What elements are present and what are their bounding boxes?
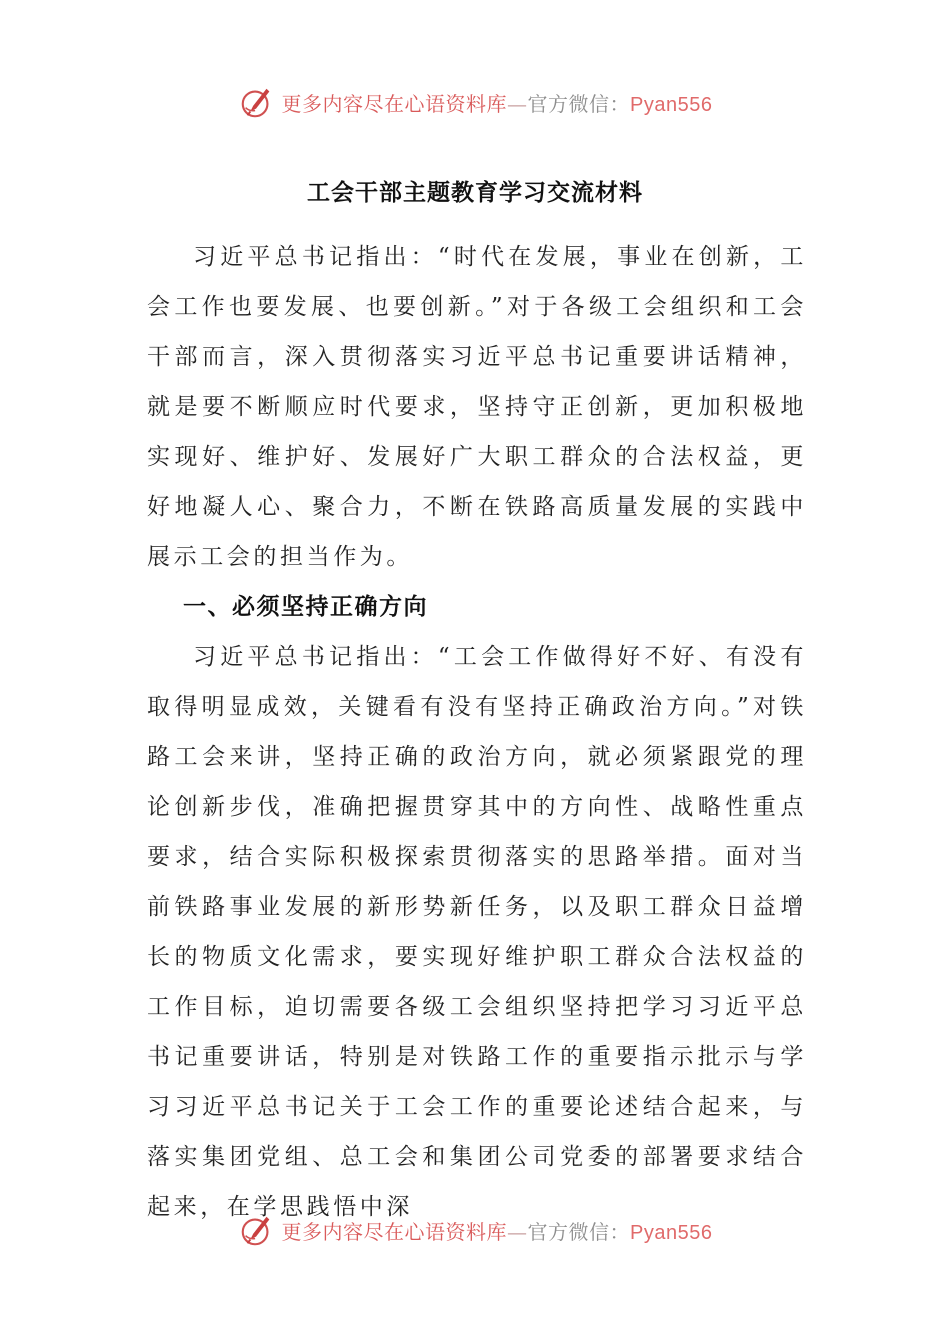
header-watermark-banner [0,82,950,122]
banner-dash: — [507,91,528,116]
pen-logo-icon [238,83,276,121]
banner-account: Pyan556 [630,1221,713,1244]
footer-watermark-banner [0,1210,950,1250]
banner-text [282,88,713,117]
document-body [147,232,807,1232]
paragraph-2: 习近平总书记指出：“工会工作做得好不好、有没有取得明显成效，关键看有没有坚持正确政治方向。”对铁路工会来讲，坚持正确的政治方向，就必须紧跟党的理论创新步伐，准确把握贯穿其中的方向性、战略性重点要求，结合实际积极探索贯彻落实的思路举措。面对当前铁路事业发展的新形势新任务，以及职工群众日益增长的物质文化需求，要实现好维护职工群众合法权益的工作目标，迫切需要各级工会组织坚持把学习习近平总书记重要讲话，特别是对铁路工作的重要指示批示与学习习近平总书记关于工会工作的重要论述结合起来，与落实集团党组、总工会和集团公司党委的部署要求结合起来，在学思践悟中深 [147,644,807,1220]
banner-text [282,1216,713,1245]
banner-account: Pyan556 [630,93,713,116]
banner-dash: — [507,1219,528,1244]
document-title: 工会干部主题教育学习交流材料 [307,179,643,206]
paragraph-1: 习近平总书记指出：“时代在发展，事业在创新，工会工作也要发展、也要创新。”对于各级工会组织和工会干部而言，深入贯彻落实习近平总书记重要讲话精神，就是要不断顺应时代要求，坚持守正创新，更加积极地实现好、维护好、发展好广大职工群众的合法权益，更好地凝人心、聚合力，不断在铁路高质量发展的实践中展示工会的担当作为。 [147,244,807,570]
banner-part1: 更多内容尽在心语资料库 [281,91,508,116]
section-heading-1: 一、必须坚持正确方向 [183,593,428,620]
banner-part2: 官方微信： [527,1219,631,1244]
banner-part1: 更多内容尽在心语资料库 [281,1219,508,1244]
banner-part2: 官方微信： [527,91,631,116]
pen-logo-icon [238,1211,276,1249]
